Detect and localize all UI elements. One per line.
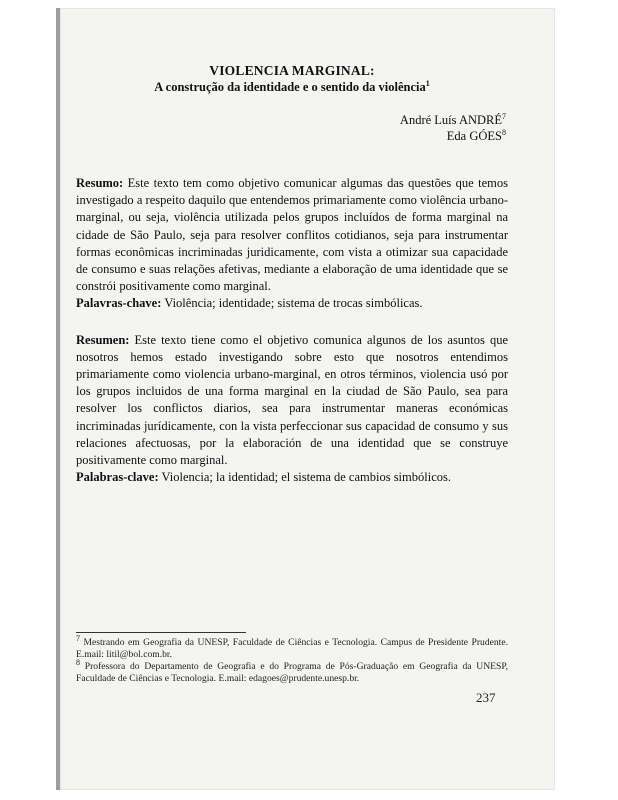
- abstract-portuguese: [76, 175, 508, 295]
- footnote-text: Mestrando em Geografia da UNESP, Faculdade de Ciências e Tecnologia. Campus de Presidente Prudente. E.mail: litil@bol.com.br.: [76, 637, 508, 660]
- keywords-text: Violencia; la identidad; el sistema de cambios simbólicos.: [161, 470, 451, 485]
- footnotes: [76, 633, 508, 685]
- article-subtitle: [76, 79, 508, 96]
- footnote-mark: 8: [76, 657, 80, 667]
- keywords-spanish: [76, 469, 508, 486]
- footnote: [76, 633, 508, 661]
- footnote: [76, 657, 508, 685]
- footnote-mark: 7: [76, 633, 80, 643]
- keywords-label: Palavras-chave:: [76, 296, 162, 311]
- author-footnote-mark: 8: [502, 127, 506, 137]
- article-subtitle-text: A construção da identidade e o sentido da violência: [154, 80, 426, 94]
- author-line: [76, 128, 506, 144]
- abstract-label: Resumo:: [76, 176, 124, 190]
- page-number: 237: [476, 690, 496, 705]
- abstract-text: Este texto tem como objetivo comunicar algumas das questões que temos investigado a respeito daquilo que entendemos primariamente como violência urbano-marginal, ou seja, violência utilizada pelos grupos incluídos de forma marginal na cidade de São Paulo, seja para resolver conflitos cotidianos, seja para instrumentar formas econômicas incriminadas juridicamente, com vista a otimizar sua capacidade de consumo e suas relações afetivas, mediante a elaboração de uma identidade que se constrói positivamente como marginal.: [76, 176, 508, 294]
- footnote-divider: [76, 632, 246, 633]
- keywords-text: Violência; identidade; sistema de trocas simbólicas.: [164, 296, 423, 311]
- author-name: André Luís ANDRÉ: [399, 113, 502, 127]
- footnote-text: Professora do Departamento de Geografia e do Programa de Pós-Graduação em Geografia da UNESP, Faculdade de Ciências e Tecnologia. E.mail: edagoes@prudente.unesp.br.: [76, 661, 508, 684]
- abstract-text: Este texto tiene como el objetivo comunica algunos de los asuntos que nosotros hemos estado investigando sobre esto que nosotros entendimos primariamente como violencia urbano-marginal, en otros términos, violencia usó por los grupos incluidos de una forma marginal en la ciudad de São Paulo, sea para resolver los conflictos diarios, sea para instrumentar maneras económicas incriminadas jurídicamente, con la vista perfeccionar sus capacidad de consumo y sus relaciones afectuosas, por la elaboración de una identidad que se construye positivamente como marginal.: [76, 332, 508, 468]
- article-title: VIOLENCIA MARGINAL:: [209, 63, 375, 78]
- keywords-portuguese: [76, 295, 508, 312]
- abstract-label: Resumen:: [76, 332, 130, 347]
- author-line: [76, 112, 506, 128]
- author-name: Eda GÓES: [446, 129, 502, 143]
- author-footnote-mark: 7: [502, 111, 506, 121]
- author-list: [76, 112, 508, 144]
- subtitle-footnote-mark: 1: [425, 78, 430, 88]
- article-body: [76, 62, 508, 486]
- abstract-spanish: [76, 332, 508, 470]
- keywords-label: Palabras-clave:: [76, 470, 159, 485]
